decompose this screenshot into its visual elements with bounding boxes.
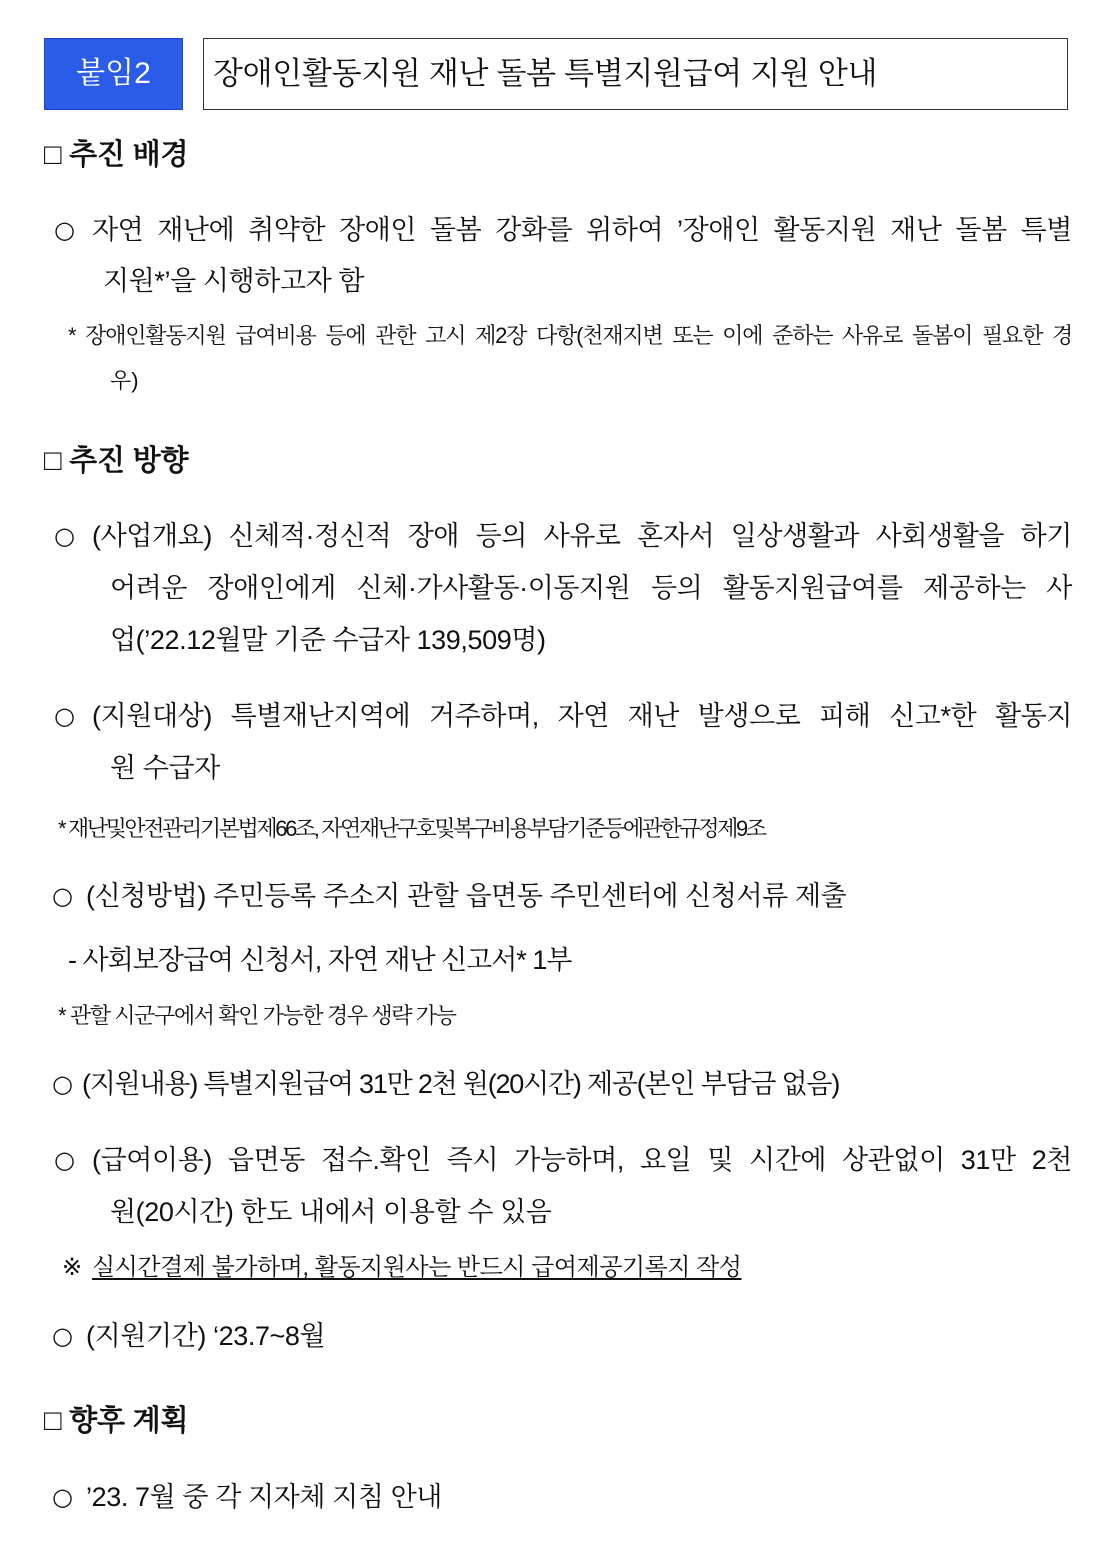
document-title: 장애인활동지원 재난 돌봄 특별지원급여 지원 안내 <box>203 38 1068 110</box>
paragraph-line: 원(20시간) 한도 내에서 이용할 수 있음 <box>110 1197 552 1227</box>
attachment-label-badge: 붙임2 <box>44 38 183 110</box>
footnote-line: * 장애인활동지원 급여비용 등에 관한 고시 제2장 다항(천재지변 또는 이에 준하는 사유로 돌봄이 필요한 경 <box>68 323 1072 348</box>
bullet-marker: ○ <box>52 1070 73 1098</box>
paragraph-line: 원 수급자 <box>110 753 220 783</box>
paragraph-line: 어려운 장애인에게 신체·가사활동·이동지원 등의 활동지원급여를 제공하는 사 <box>110 573 1072 603</box>
reference-note: 실시간결제 불가하며, 활동지원사는 반드시 급여제공기록지 작성 <box>92 1254 742 1281</box>
bullet-marker: ○ <box>52 1322 73 1350</box>
bullet-marker: ○ <box>52 882 73 910</box>
paragraph-line: 지원*’을 시행하고자 함 <box>103 266 365 296</box>
bullet-marker: ○ <box>54 522 75 550</box>
paragraph-line: (사업개요) 신체적·정신적 장애 등의 사유로 혼자서 일상생활과 사회생활을 하기 <box>92 521 1072 551</box>
paragraph-line: (지원대상) 특별재난지역에 거주하며, 자연 재난 발생으로 피해 신고*한 활동지 <box>92 701 1072 731</box>
paragraph-line: (신청방법) 주민등록 주소지 관할 읍면동 주민센터에 신청서류 제출 <box>86 881 847 911</box>
section-heading: □ 향후 계획 <box>44 1405 189 1437</box>
footnote-line: * 재난및안전관리기본법제66조, 자연재난구호및복구비용부담기준등에관한규정제9조 <box>58 816 765 841</box>
reference-mark: ※ <box>62 1254 82 1281</box>
bullet-marker: ○ <box>54 216 75 244</box>
paragraph-line: (지원기간) ‘23.7~8월 <box>86 1321 326 1351</box>
footnote-line: 우) <box>110 368 139 393</box>
section-heading: □ 추진 배경 <box>44 139 189 171</box>
sub-item-line: - 사회보장급여 신청서, 자연 재난 신고서* 1부 <box>68 945 572 975</box>
paragraph-line: ’23. 7월 중 각 지자체 지침 안내 <box>86 1482 442 1512</box>
bullet-marker: ○ <box>54 702 75 730</box>
paragraph-line: 업(’22.12월말 기준 수급자 139,509명) <box>110 625 546 655</box>
paragraph-line: (급여이용) 읍면동 접수.확인 즉시 가능하며, 요일 및 시간에 상관없이 31만 2천 <box>92 1145 1072 1175</box>
section-heading: □ 추진 방향 <box>44 445 189 477</box>
paragraph-line: 자연 재난에 취약한 장애인 돌봄 강화를 위하여 ’장애인 활동지원 재난 돌봄 특별 <box>92 215 1072 245</box>
paragraph-line: (지원내용) 특별지원급여 31만 2천 원(20시간) 제공(본인 부담금 없음) <box>82 1069 840 1099</box>
bullet-marker: ○ <box>52 1483 73 1511</box>
bullet-marker: ○ <box>54 1146 75 1174</box>
footnote-line: * 관할 시군구에서 확인 가능한 경우 생략 가능 <box>58 1003 456 1028</box>
